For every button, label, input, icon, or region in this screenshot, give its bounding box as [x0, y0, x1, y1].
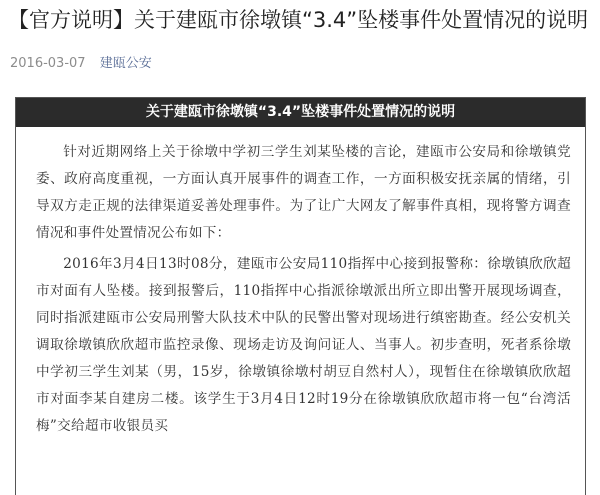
- article-title: 【官方说明】关于建瓯市徐墩镇“3.4”坠楼事件处置情况的说明: [8, 8, 589, 32]
- source-account-link[interactable]: 建瓯公安: [99, 56, 152, 71]
- document-paragraph: 针对近期网络上关于徐墩中学初三学生刘某坠楼的言论，建瓯市公安局和徐墩镇党委、政府高度重视，一方面认真开展事件的调查工作，一方面积极安抚亲属的情绪，引导双方走正规的法律渠道妥善处理事件。为了让广大网友了解事件真相，现将警方调查情况和事件处置情况公布如下：: [36, 144, 571, 241]
- article-meta: [10, 55, 152, 73]
- document-header: 关于建瓯市徐墩镇“3.4”坠楼事件处置情况的说明: [16, 98, 585, 127]
- document-body: [16, 127, 585, 440]
- document-paragraph: 2016年3月4日13时08分，建瓯市公安局110指挥中心接到报警称：徐墩镇欣欣超市对面有人坠楼。接到报警后，110指挥中心指派徐墩派出所立即出警开展现场调查，同时指派建瓯市公安局刑警大队技术中队的民警出警对现场进行缜密勘查。经公安机关调取徐墩镇欣欣超市监控录像、现场走访及询问证人、当事人。初步查明，死者系徐墩中学初三学生刘某（男，15岁，徐墩镇徐墩村胡豆自然村人），现暂住在徐墩镇欣欣超市对面李某自建房二楼。该学生于3月4日12时19分在徐墩镇欣欣超市将一包“台湾活梅”交给超市收银员买: [36, 256, 571, 434]
- publish-date: 2016-03-07: [10, 56, 86, 71]
- statement-document: [15, 97, 586, 495]
